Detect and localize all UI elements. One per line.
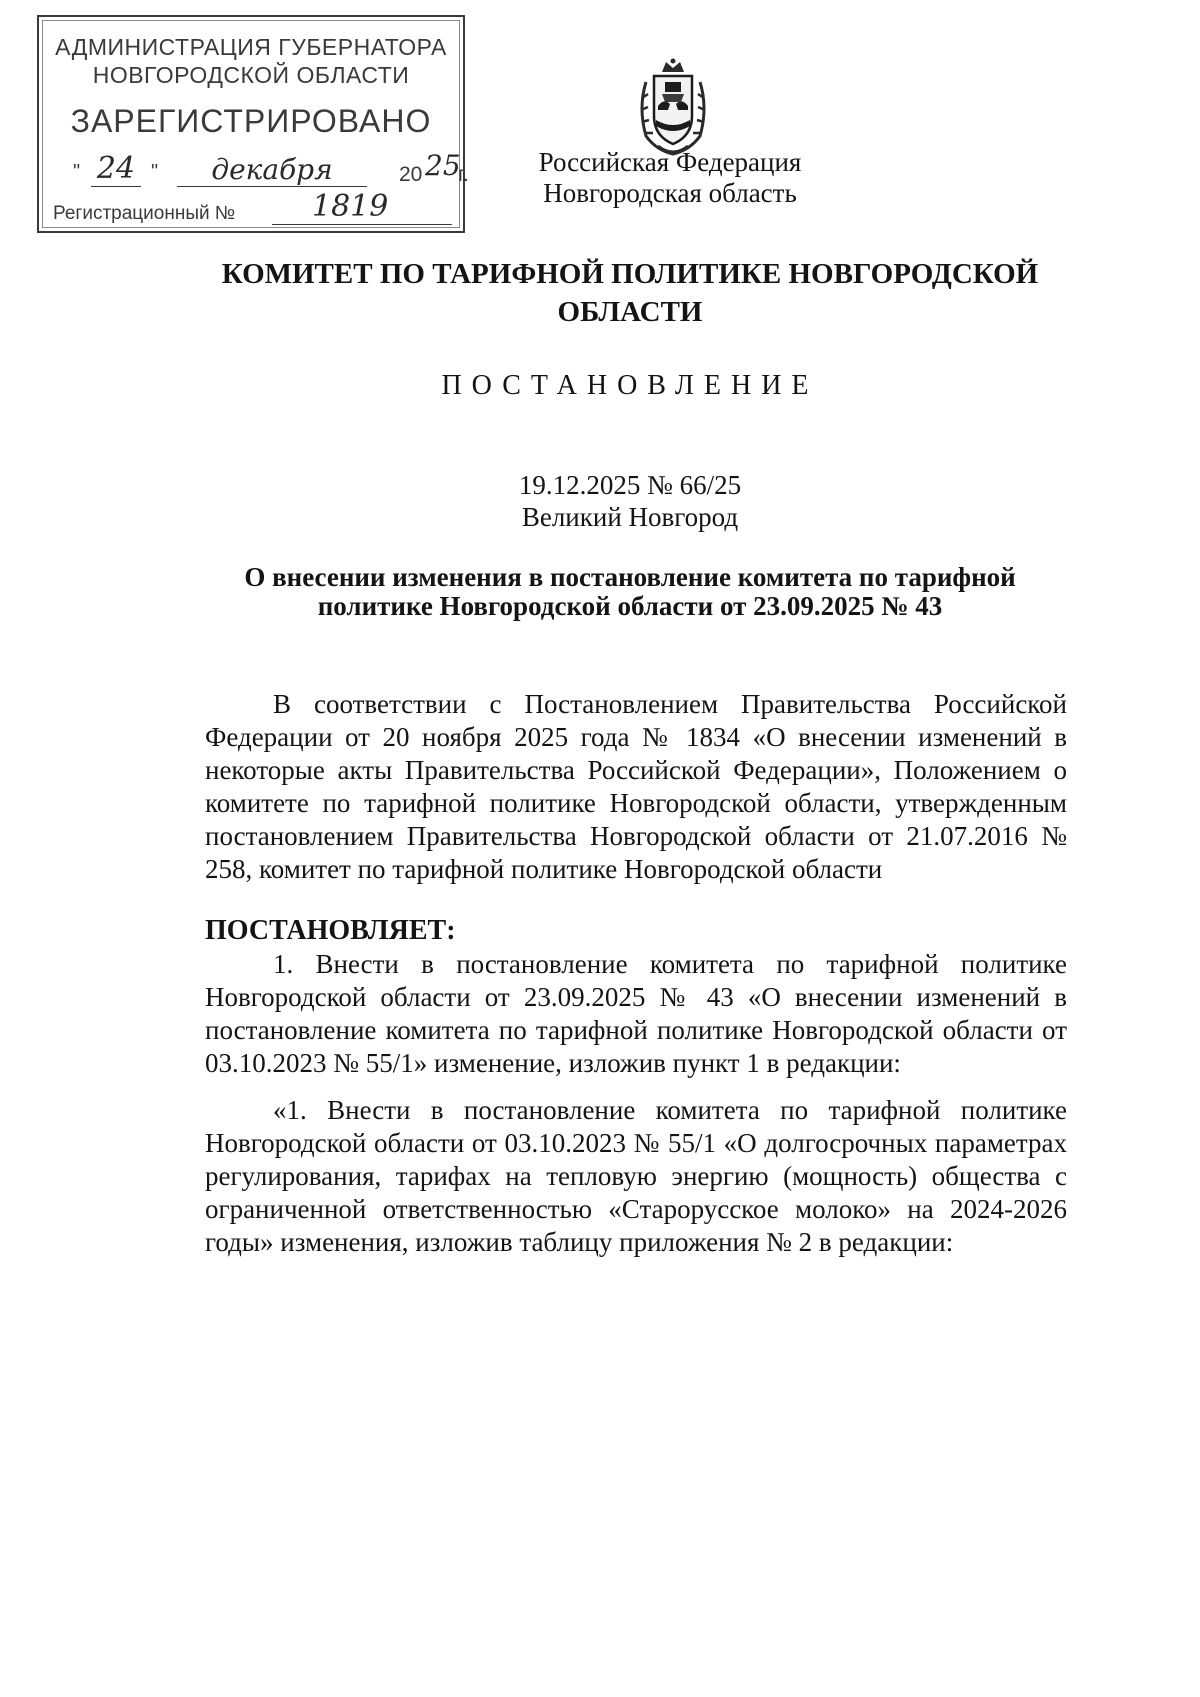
document-subject: О внесении изменения в постановление комитета по тарифной политике Новгородской области от 23.09.2025 № 43 [244, 562, 1016, 621]
preamble-paragraph [205, 688, 1067, 886]
preamble-text: В соответствии с Постановлением Правительства Российской Федерации от 20 ноября 2025 года № 1834 «О внесении изменений в некоторые акты Правительства Российской Федерации», Положением о комитете по тарифной политике Новгородской области, утвержденным постановлением Правительства Новгородской области от 21.07.2016 № 258, комитет по тарифной политике Новгородской области [205, 689, 1067, 884]
decree-heading: ПОСТАНОВЛЯЕТ: [205, 915, 456, 946]
committee-title: КОМИТЕТ ПО ТАРИФНОЙ ПОЛИТИКЕ НОВГОРОДСКОЙ ОБЛАСТИ [221, 258, 1039, 328]
stamp-reg-number: 1819 [272, 189, 452, 225]
stamp-day: 24 [91, 151, 141, 187]
stamp-administration: АДМИНИСТРАЦИЯ ГУБЕРНАТОРА [55, 34, 447, 60]
stamp-quote-open: " [73, 161, 81, 183]
registration-stamp [37, 15, 469, 233]
stamp-quote-close: " [151, 161, 159, 183]
document-date-number: 19.12.2025 № 66/25 [518, 470, 742, 500]
stamp-month: декабря [177, 153, 367, 187]
document-type: ПОСТАНОВЛЕНИЕ [441, 370, 819, 401]
item-1-quoted-paragraph [205, 1094, 1067, 1259]
stamp-date [69, 149, 469, 193]
stamp-year-prefix: 20 [399, 163, 423, 186]
item-1-paragraph [205, 948, 1067, 1080]
stamp-year-suffix: 25 [425, 149, 461, 182]
stamp-region: НОВГОРОДСКОЙ ОБЛАСТИ [92, 62, 410, 88]
stamp-year-unit: г. [458, 163, 469, 186]
document-city: Великий Новгород [521, 502, 739, 532]
stamp-reg-label: Регистрационный № [53, 203, 236, 224]
stamp-registered: ЗАРЕГИСТРИРОВАНО [70, 103, 432, 139]
coat-of-arms-icon [632, 58, 714, 158]
country-name: Российская Федерация [538, 147, 802, 177]
item-1-quoted-text: «1. Внести в постановление комитета по тарифной политике Новгородской области от 03.10.2023 № 55/1 «О долгосрочных параметрах регулирования, тарифах на тепловую энергию (мощность) общества с ограниченной ответственностью «Старорусское молоко» на 2024-2026 годы» изменения, изложив таблицу приложения № 2 в редакции: [205, 1095, 1067, 1257]
region-name: Новгородская область [543, 178, 797, 208]
item-1-text: 1. Внести в постановление комитета по тарифной политике Новгородской области от 23.09.2025 № 43 «О внесении изменений в постановление комитета по тарифной политике Новгородской области от 03.10.2023 № 55/1» изменение, изложив пункт 1 в редакции: [205, 949, 1067, 1078]
